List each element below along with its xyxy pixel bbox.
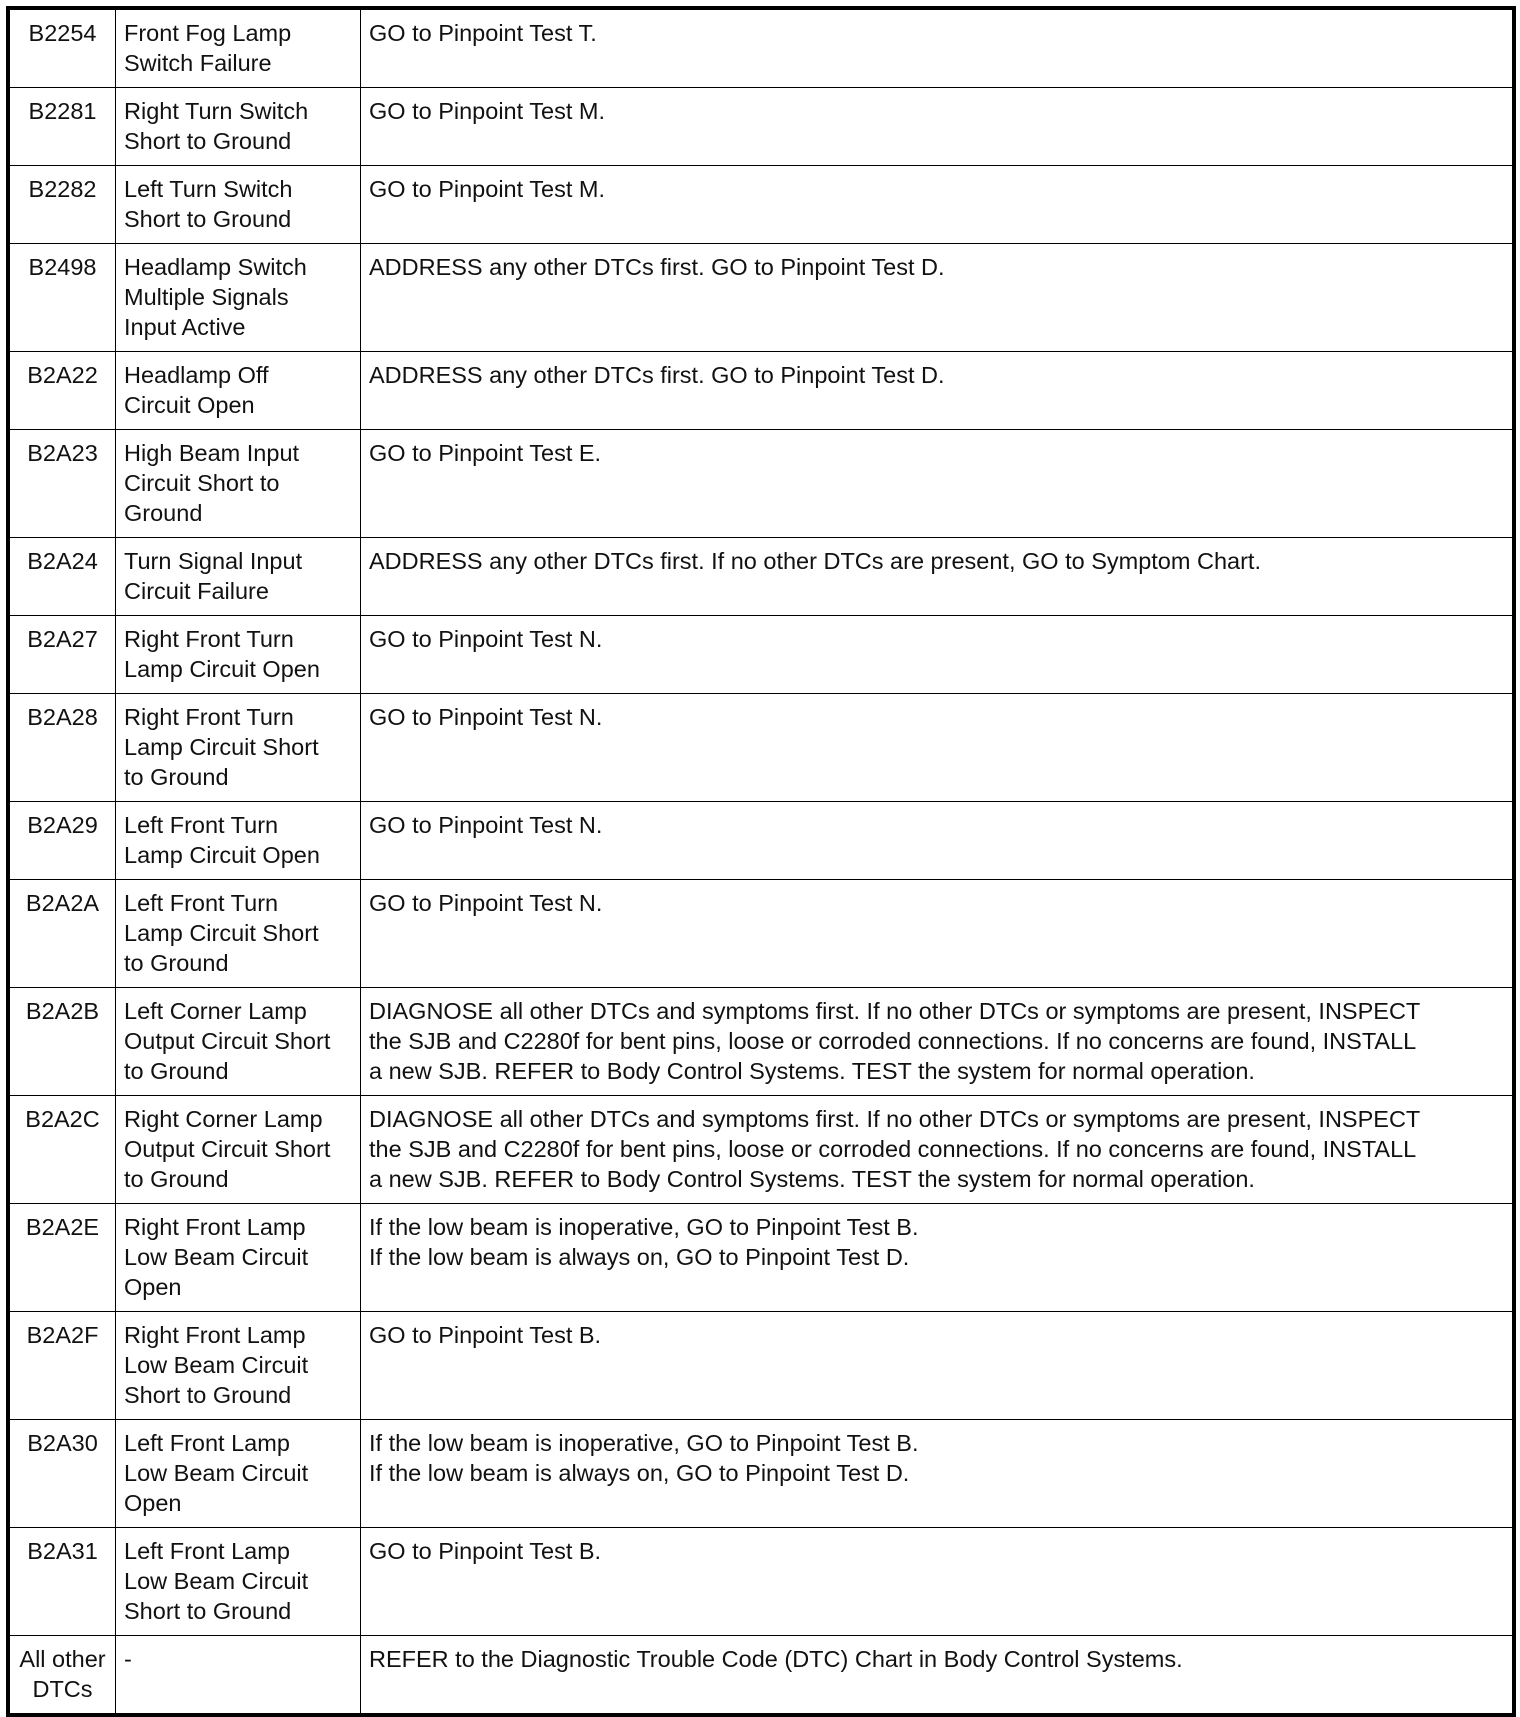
description-cell-line: Turn Signal Input bbox=[124, 548, 303, 574]
action-cell-line: GO to Pinpoint Test M. bbox=[369, 98, 605, 124]
description-cell bbox=[116, 1096, 361, 1204]
table-row bbox=[8, 1204, 1514, 1312]
table-row bbox=[8, 694, 1514, 802]
dtc-code-cell: B2A28 bbox=[8, 694, 116, 802]
table-row bbox=[8, 880, 1514, 988]
action-cell-line: GO to Pinpoint Test N. bbox=[369, 812, 603, 838]
action-cell-line: GO to Pinpoint Test B. bbox=[369, 1538, 602, 1564]
table-row bbox=[8, 988, 1514, 1096]
description-cell-line: Lamp Circuit Open bbox=[124, 656, 320, 682]
description-cell-line: Open bbox=[124, 1490, 182, 1516]
description-cell-line: Output Circuit Short bbox=[124, 1028, 331, 1054]
description-cell-line: Headlamp Switch bbox=[124, 254, 307, 280]
description-cell bbox=[116, 352, 361, 430]
table-row bbox=[8, 1636, 1514, 1716]
description-cell-line: Front Fog Lamp bbox=[124, 20, 292, 46]
description-cell-line: Low Beam Circuit bbox=[124, 1460, 309, 1486]
description-cell-line: Lamp Circuit Short bbox=[124, 920, 319, 946]
dtc-code-cell-line: All other bbox=[19, 1646, 106, 1672]
table-row bbox=[8, 1096, 1514, 1204]
table-row bbox=[8, 1312, 1514, 1420]
table-row bbox=[8, 88, 1514, 166]
description-cell-line: Right Corner Lamp bbox=[124, 1106, 323, 1132]
description-cell bbox=[116, 430, 361, 538]
action-cell bbox=[361, 1528, 1515, 1636]
description-cell-line: Left Front Lamp bbox=[124, 1538, 290, 1564]
dtc-code-cell: B2A30 bbox=[8, 1420, 116, 1528]
table-row bbox=[8, 430, 1514, 538]
dtc-code-cell: B2A23 bbox=[8, 430, 116, 538]
dtc-code-cell: B2A2C bbox=[8, 1096, 116, 1204]
action-cell bbox=[361, 430, 1515, 538]
description-cell-line: Right Front Turn bbox=[124, 704, 294, 730]
description-cell-line: Circuit Failure bbox=[124, 578, 269, 604]
description-cell bbox=[116, 988, 361, 1096]
description-cell-line: Left Front Turn bbox=[124, 890, 279, 916]
action-cell bbox=[361, 802, 1515, 880]
description-cell bbox=[116, 244, 361, 352]
dtc-code-cell: B2A29 bbox=[8, 802, 116, 880]
action-cell bbox=[361, 1636, 1515, 1716]
description-cell-line: Circuit Open bbox=[124, 392, 255, 418]
description-cell-line: High Beam Input bbox=[124, 440, 300, 466]
action-cell-line: REFER to the Diagnostic Trouble Code (DTC) Chart in Body Control Systems. bbox=[369, 1646, 1183, 1672]
description-cell-line: Short to Ground bbox=[124, 1598, 292, 1624]
action-cell-line: GO to Pinpoint Test E. bbox=[369, 440, 602, 466]
table-row bbox=[8, 538, 1514, 616]
description-cell-line: to Ground bbox=[124, 1166, 229, 1192]
action-cell-line: If the low beam is inoperative, GO to Pinpoint Test B. bbox=[369, 1214, 919, 1240]
description-cell-line: Open bbox=[124, 1274, 182, 1300]
description-cell-line: Right Front Turn bbox=[124, 626, 294, 652]
action-cell-line: ADDRESS any other DTCs first. If no other DTCs are present, GO to Symptom Chart. bbox=[369, 548, 1261, 574]
description-cell-line: Left Turn Switch bbox=[124, 176, 293, 202]
description-cell-line: Input Active bbox=[124, 314, 246, 340]
description-cell bbox=[116, 8, 361, 88]
dtc-code-cell: B2A2A bbox=[8, 880, 116, 988]
table-row bbox=[8, 1528, 1514, 1636]
description-cell-line: Output Circuit Short bbox=[124, 1136, 331, 1162]
action-cell-line: GO to Pinpoint Test T. bbox=[369, 20, 597, 46]
table-row bbox=[8, 616, 1514, 694]
action-cell-line: a new SJB. REFER to Body Control Systems. TEST the system for normal operation. bbox=[369, 1166, 1255, 1192]
action-cell bbox=[361, 88, 1515, 166]
description-cell-line: Ground bbox=[124, 500, 203, 526]
description-cell bbox=[116, 802, 361, 880]
description-cell-line: Short to Ground bbox=[124, 128, 292, 154]
description-cell-line: Lamp Circuit Open bbox=[124, 842, 320, 868]
description-cell bbox=[116, 88, 361, 166]
description-cell-line: Low Beam Circuit bbox=[124, 1244, 309, 1270]
description-cell-line: Low Beam Circuit bbox=[124, 1352, 309, 1378]
action-cell-line: GO to Pinpoint Test N. bbox=[369, 626, 603, 652]
description-cell-line: - bbox=[124, 1646, 132, 1672]
table-row bbox=[8, 1420, 1514, 1528]
description-cell-line: Low Beam Circuit bbox=[124, 1568, 309, 1594]
dtc-code-cell-line: DTCs bbox=[32, 1676, 93, 1702]
dtc-code-cell: B2A31 bbox=[8, 1528, 116, 1636]
description-cell-line: to Ground bbox=[124, 1058, 229, 1084]
action-cell bbox=[361, 166, 1515, 244]
action-cell-line: GO to Pinpoint Test N. bbox=[369, 704, 603, 730]
action-cell-line: ADDRESS any other DTCs first. GO to Pinpoint Test D. bbox=[369, 362, 945, 388]
action-cell bbox=[361, 616, 1515, 694]
description-cell-line: to Ground bbox=[124, 950, 229, 976]
description-cell-line: Short to Ground bbox=[124, 206, 292, 232]
action-cell-line: DIAGNOSE all other DTCs and symptoms first. If no other DTCs or symptoms are present, INSPECT bbox=[369, 998, 1421, 1024]
action-cell bbox=[361, 1096, 1515, 1204]
action-cell bbox=[361, 8, 1515, 88]
description-cell-line: Left Front Turn bbox=[124, 812, 279, 838]
action-cell-line: GO to Pinpoint Test M. bbox=[369, 176, 605, 202]
dtc-code-cell: B2282 bbox=[8, 166, 116, 244]
action-cell bbox=[361, 244, 1515, 352]
description-cell bbox=[116, 616, 361, 694]
dtc-table bbox=[6, 6, 1516, 1717]
action-cell-line: If the low beam is always on, GO to Pinpoint Test D. bbox=[369, 1244, 910, 1270]
description-cell-line: Right Front Lamp bbox=[124, 1214, 306, 1240]
description-cell bbox=[116, 166, 361, 244]
action-cell bbox=[361, 1420, 1515, 1528]
description-cell-line: Lamp Circuit Short bbox=[124, 734, 319, 760]
action-cell bbox=[361, 538, 1515, 616]
description-cell-line: Right Turn Switch bbox=[124, 98, 309, 124]
table-row bbox=[8, 352, 1514, 430]
description-cell-line: Circuit Short to bbox=[124, 470, 280, 496]
description-cell-line: Left Corner Lamp bbox=[124, 998, 307, 1024]
action-cell-line: GO to Pinpoint Test N. bbox=[369, 890, 603, 916]
dtc-code-cell: B2281 bbox=[8, 88, 116, 166]
description-cell-line: Right Front Lamp bbox=[124, 1322, 306, 1348]
description-cell-line: Multiple Signals bbox=[124, 284, 289, 310]
dtc-code-cell: B2A24 bbox=[8, 538, 116, 616]
description-cell bbox=[116, 1420, 361, 1528]
action-cell bbox=[361, 352, 1515, 430]
description-cell bbox=[116, 1204, 361, 1312]
action-cell-line: ADDRESS any other DTCs first. GO to Pinpoint Test D. bbox=[369, 254, 945, 280]
dtc-code-cell: B2254 bbox=[8, 8, 116, 88]
table-row bbox=[8, 166, 1514, 244]
action-cell bbox=[361, 1312, 1515, 1420]
action-cell bbox=[361, 1204, 1515, 1312]
dtc-code-cell: B2498 bbox=[8, 244, 116, 352]
description-cell-line: Switch Failure bbox=[124, 50, 272, 76]
action-cell-line: If the low beam is inoperative, GO to Pinpoint Test B. bbox=[369, 1430, 919, 1456]
description-cell-line: Headlamp Off bbox=[124, 362, 269, 388]
description-cell-line: Left Front Lamp bbox=[124, 1430, 290, 1456]
description-cell bbox=[116, 538, 361, 616]
action-cell bbox=[361, 988, 1515, 1096]
description-cell-line: Short to Ground bbox=[124, 1382, 292, 1408]
action-cell bbox=[361, 694, 1515, 802]
description-cell bbox=[116, 880, 361, 988]
description-cell bbox=[116, 1528, 361, 1636]
description-cell bbox=[116, 694, 361, 802]
dtc-code-cell: B2A2B bbox=[8, 988, 116, 1096]
dtc-code-cell: B2A27 bbox=[8, 616, 116, 694]
action-cell-line: DIAGNOSE all other DTCs and symptoms first. If no other DTCs or symptoms are present, INSPECT bbox=[369, 1106, 1421, 1132]
action-cell-line: the SJB and C2280f for bent pins, loose or corroded connections. If no concerns are found, INSTALL bbox=[369, 1136, 1417, 1162]
description-cell-line: to Ground bbox=[124, 764, 229, 790]
table-row bbox=[8, 802, 1514, 880]
description-cell bbox=[116, 1636, 361, 1716]
dtc-code-cell: B2A22 bbox=[8, 352, 116, 430]
action-cell bbox=[361, 880, 1515, 988]
action-cell-line: the SJB and C2280f for bent pins, loose or corroded connections. If no concerns are found, INSTALL bbox=[369, 1028, 1417, 1054]
dtc-table-body bbox=[8, 8, 1514, 1715]
action-cell-line: GO to Pinpoint Test B. bbox=[369, 1322, 602, 1348]
action-cell-line: a new SJB. REFER to Body Control Systems. TEST the system for normal operation. bbox=[369, 1058, 1255, 1084]
table-row bbox=[8, 244, 1514, 352]
table-row bbox=[8, 8, 1514, 88]
action-cell-line: If the low beam is always on, GO to Pinpoint Test D. bbox=[369, 1460, 910, 1486]
description-cell bbox=[116, 1312, 361, 1420]
dtc-code-cell: B2A2E bbox=[8, 1204, 116, 1312]
dtc-code-cell bbox=[8, 1636, 116, 1716]
dtc-code-cell: B2A2F bbox=[8, 1312, 116, 1420]
